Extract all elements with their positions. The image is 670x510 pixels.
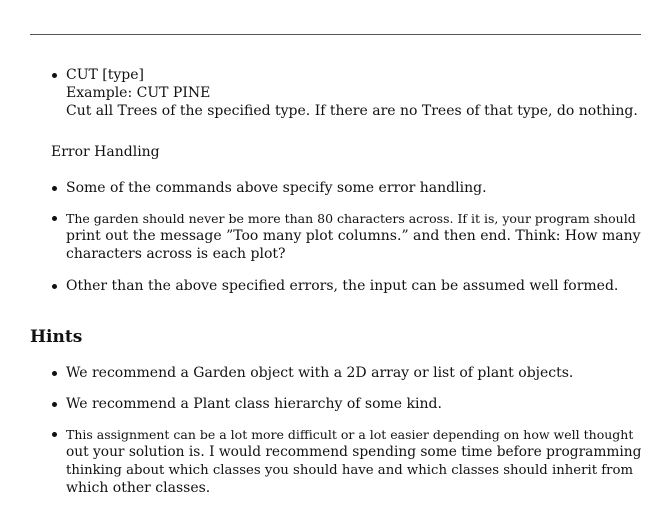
hints-heading: Hints: [30, 327, 83, 347]
bullet-icon: [52, 402, 57, 407]
cut-syntax: CUT [type]: [66, 67, 145, 83]
cut-example: Example: CUT PINE: [66, 85, 211, 101]
bullet-icon: [52, 216, 57, 221]
error-item-3-line-1: Other than the above specified errors, the input can be assumed well formed.: [66, 278, 619, 294]
error-item-2-line-1: The garden should never be more than 80 characters across. If it is, your program should: [66, 211, 636, 226]
bullet-icon: [52, 371, 57, 376]
top-rule: [30, 34, 641, 35]
hint-item-3-line-2: out your solution is. I would recommend spending some time before programming: [66, 444, 642, 460]
error-handling-title: Error Handling: [51, 144, 160, 160]
hint-item-1-line-1: We recommend a Garden object with a 2D array or list of plant objects.: [66, 365, 574, 381]
error-item-2-line-3: characters across is each plot?: [66, 246, 286, 262]
bullet-icon: [52, 186, 57, 191]
hint-item-2-line-1: We recommend a Plant class hierarchy of some kind.: [66, 396, 442, 412]
hint-item-3-line-1: This assignment can be a lot more difficult or a lot easier depending on how well thought: [66, 427, 634, 442]
error-item-1-line-1: Some of the commands above specify some error handling.: [66, 180, 487, 196]
bullet-icon: [52, 284, 57, 289]
cut-description: Cut all Trees of the specified type. If there are no Trees of that type, do nothing.: [66, 103, 638, 119]
hint-item-3-line-3: thinking about which classes you should have and which classes should inherit from: [66, 463, 634, 478]
bullet-icon: [52, 73, 57, 78]
hint-item-3-line-4: which other classes.: [66, 480, 211, 496]
error-item-2-line-2: print out the message ”Too many plot columns.” and then end. Think: How many: [66, 228, 641, 244]
bullet-icon: [52, 432, 57, 437]
